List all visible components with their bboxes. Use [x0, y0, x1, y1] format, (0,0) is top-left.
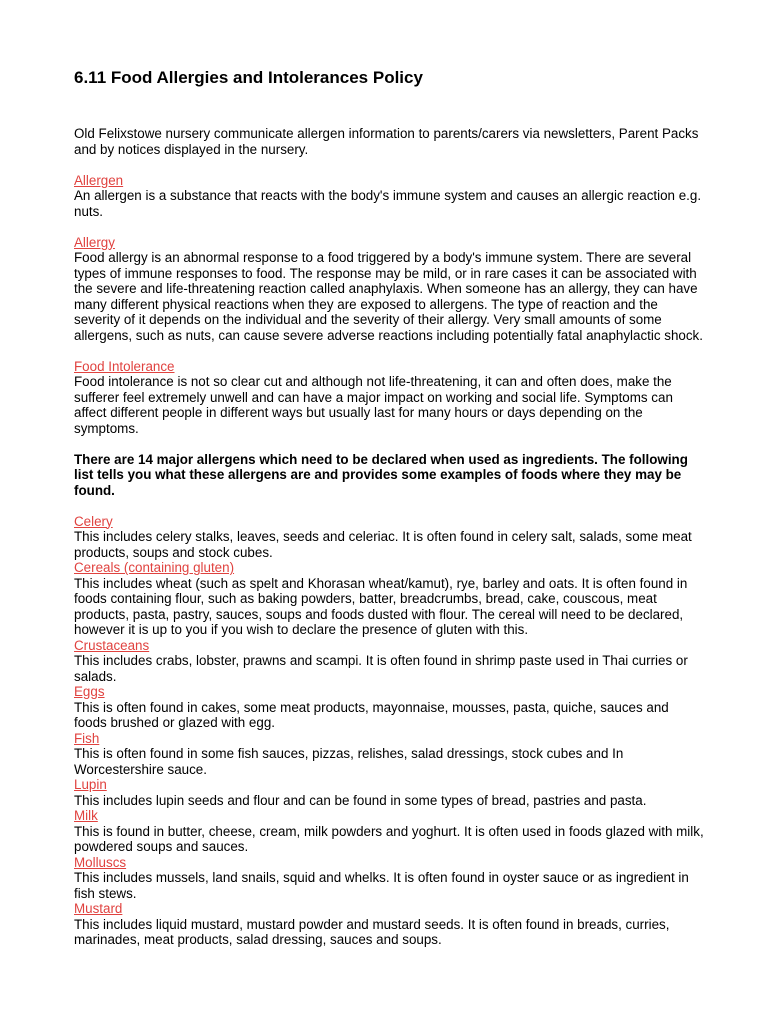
allergen-description: This includes crabs, lobster, prawns and scampi. It is often found in shrimp paste used in Thai curries or salads. — [74, 653, 688, 684]
allergen-name-link[interactable]: Cereals (containing gluten) — [74, 560, 235, 575]
allergen-description: This is often found in cakes, some meat products, mayonnaise, mousses, pasta, quiche, sauces and foods brushed or glazed with egg. — [74, 699, 669, 730]
allergen-description: This includes mussels, land snails, squid and whelks. It is often found in oyster sauce or as ingredient in fish stews. — [74, 870, 689, 901]
allergen-description: This includes liquid mustard, mustard powder and mustard seeds. It is often found in breads, curries, marinades, meat products, salad dressing, sauces and soups. — [74, 916, 670, 947]
allergen-item — [74, 731, 704, 778]
allergen-description: This is often found in some fish sauces, pizzas, relishes, salad dressings, stock cubes and In Worcestershire sauce. — [74, 746, 624, 777]
allergen-name-link[interactable]: Lupin — [74, 777, 107, 792]
allergen-name-link[interactable]: Eggs — [74, 684, 105, 699]
allergen-description: This includes lupin seeds and flour and can be found in some types of bread, pastries and pasta. — [74, 792, 647, 808]
definition-allergy — [74, 235, 704, 344]
allergen-name-link[interactable]: Milk — [74, 808, 98, 823]
allergen-item — [74, 808, 704, 855]
major-allergens-statement: There are 14 major allergens which need to be declared when used as ingredients. The following list tells you what these allergens are and provides some examples of foods where they may be found. — [74, 451, 688, 498]
definition-text: Food intolerance is not so clear cut and although not life-threatening, it can and often does, make the sufferer feel extremely unwell and can have a major impact on working and social life. Symptoms can affect different people in different ways but usually last for many hours or days depending on the symptoms. — [74, 374, 673, 436]
definition-term-link[interactable]: Allergy — [74, 234, 115, 250]
definition-text: Food allergy is an abnormal response to a food triggered by a body's immune system. There are several types of immune responses to food. The response may be mild, or in rare cases it can be associated with the severe and life-threatening reaction called anaphylaxis. When someone has an allergy, they can have many different physical reactions when they are exposed to allergens. The type of reaction and the severity of it depends on the individual and the severity of their allergy. Very small amounts of some allergens, such as nuts, can cause severe adverse reactions including potentially fatal anaphylactic shock. — [74, 250, 703, 343]
allergen-item — [74, 855, 704, 902]
allergen-name-link[interactable]: Crustaceans — [74, 637, 150, 653]
allergen-item — [74, 638, 704, 685]
allergen-item — [74, 777, 704, 808]
intro-paragraph: Old Felixstowe nursery communicate allergen information to parents/carers via newsletters, Parent Packs and by notices displayed in the nursery. — [74, 126, 699, 157]
allergen-item — [74, 901, 704, 948]
allergen-description: This is found in butter, cheese, cream, milk powders and yoghurt. It is often used in foods glazed with milk, powdered soups and sauces. — [74, 823, 704, 854]
allergen-name-link[interactable]: Mustard — [74, 901, 123, 916]
definition-term-link[interactable]: Food Intolerance — [74, 358, 175, 374]
definition-term-link[interactable]: Allergen — [74, 172, 124, 188]
page-title: 6.11 Food Allergies and Intolerances Policy — [74, 68, 423, 87]
document-content — [74, 66, 704, 948]
definition-text: An allergen is a substance that reacts with the body's immune system and causes an allergic reaction e.g. nuts. — [74, 188, 702, 219]
allergen-name-link[interactable]: Molluscs — [74, 854, 127, 870]
allergen-name-link[interactable]: Fish — [74, 730, 100, 746]
allergen-description: This includes wheat (such as spelt and Khorasan wheat/kamut), rye, barley and oats. It is often found in foods containing flour, such as baking powders, batter, breadcrumbs, bread, cake, couscous, meat products, pasta, pastry, sauces, soups and foods dusted with flour. The cereal will need to be declared, however it is up to you if you wish to declare the presence of gluten with this. — [74, 575, 688, 637]
allergen-item — [74, 514, 704, 561]
allergen-item — [74, 684, 704, 731]
allergen-description: This includes celery stalks, leaves, seeds and celeriac. It is often found in celery salt, salads, some meat products, soups and stock cubes. — [74, 529, 692, 560]
allergen-name-link[interactable]: Celery — [74, 513, 113, 529]
allergen-item — [74, 560, 704, 638]
allergen-list — [74, 514, 704, 948]
definition-food-intolerance — [74, 359, 704, 437]
definition-allergen — [74, 173, 704, 220]
